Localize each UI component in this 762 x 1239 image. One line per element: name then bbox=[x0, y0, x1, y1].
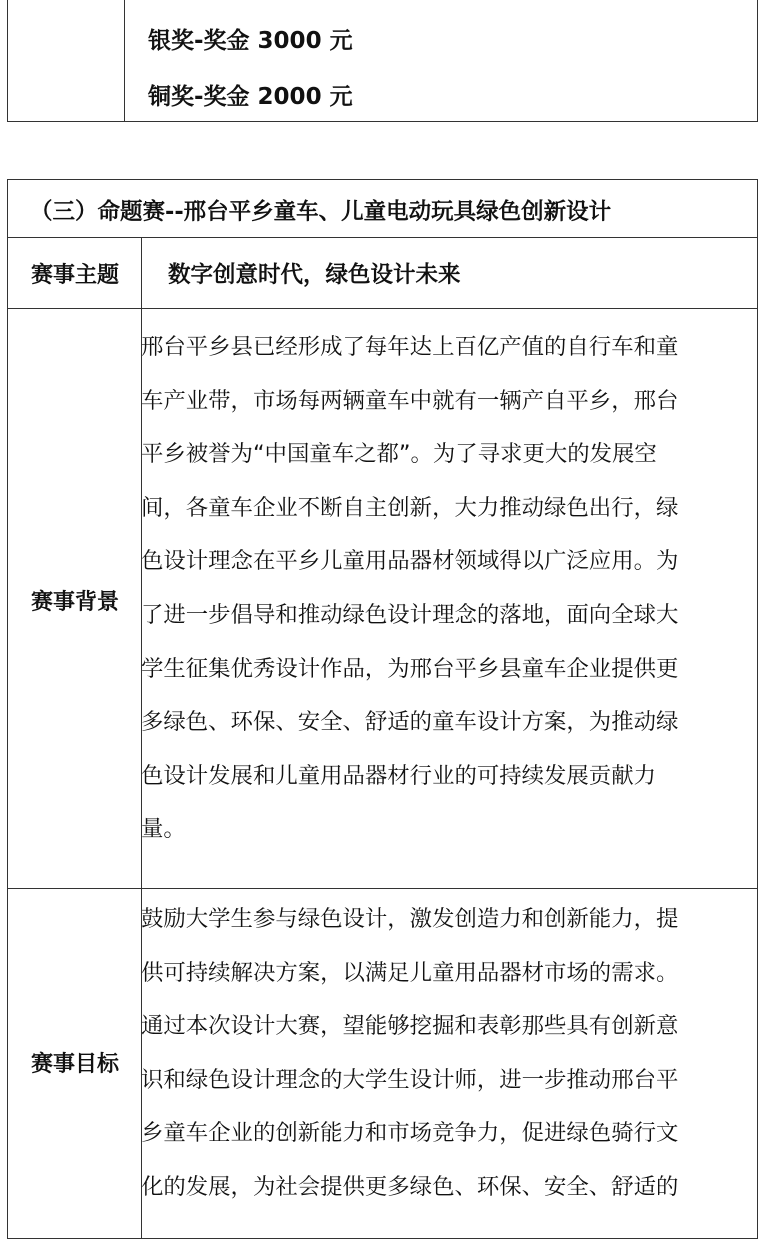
award-table bbox=[7, 0, 758, 122]
goal-line: 供可持续解决方案，以满足儿童用品器材市场的需求。 bbox=[141, 959, 679, 986]
background-line: 量。 bbox=[141, 816, 186, 843]
goal-label: 赛事目标 bbox=[30, 1052, 119, 1077]
background-line: 色设计发展和儿童用品器材行业的可持续发展贡献力 bbox=[141, 762, 656, 789]
goal-line: 识和绿色设计理念的大学生设计师，进一步推动邢台平 bbox=[141, 1066, 679, 1093]
background-text bbox=[141, 321, 759, 857]
goal-line: 化的发展，为社会提供更多绿色、环保、安全、舒适的 bbox=[141, 1173, 679, 1200]
background-label: 赛事背景 bbox=[30, 590, 119, 615]
goal-text bbox=[141, 893, 759, 1215]
background-line: 色设计理念在平乡儿童用品器材领域得以广泛应用。为 bbox=[141, 548, 679, 575]
background-line: 平乡被誉为“中国童车之都”。为了寻求更大的发展空 bbox=[141, 441, 657, 468]
goal-line: 通过本次设计大赛，望能够挖掘和表彰那些具有创新意 bbox=[141, 1013, 679, 1040]
theme-label: 赛事主题 bbox=[30, 263, 119, 288]
background-line: 邢台平乡县已经形成了每年达上百亿产值的自行车和童 bbox=[141, 334, 679, 360]
row-divider-background bbox=[8, 888, 757, 889]
goal-line: 鼓励大学生参与绿色设计，激发创造力和创新能力，提 bbox=[141, 906, 679, 932]
row-divider-theme bbox=[8, 308, 757, 309]
table-title: （三）命题赛--邢台平乡童车、儿童电动玩具绿色创新设计 bbox=[30, 199, 612, 225]
award-table-divider bbox=[124, 0, 125, 121]
background-line: 学生征集优秀设计作品，为邢台平乡县童车企业提供更 bbox=[141, 655, 679, 682]
award-silver: 银奖-奖金 3000 元 bbox=[148, 28, 353, 54]
goal-line: 乡童车企业的创新能力和市场竞争力，促进绿色骑行文 bbox=[141, 1120, 679, 1147]
background-line: 间，各童车企业不断自主创新，大力推动绿色出行，绿 bbox=[141, 494, 679, 521]
award-bronze: 铜奖-奖金 2000 元 bbox=[148, 84, 353, 110]
background-line: 多绿色、环保、安全、舒适的童车设计方案，为推动绿 bbox=[141, 709, 679, 736]
theme-value: 数字创意时代，绿色设计未来 bbox=[168, 262, 461, 288]
background-line: 了进一步倡导和推动绿色设计理念的落地，面向全球大 bbox=[141, 601, 679, 628]
background-line: 车产业带，市场每两辆童车中就有一辆产自平乡，邢台 bbox=[141, 387, 679, 414]
row-divider-title bbox=[8, 237, 757, 238]
